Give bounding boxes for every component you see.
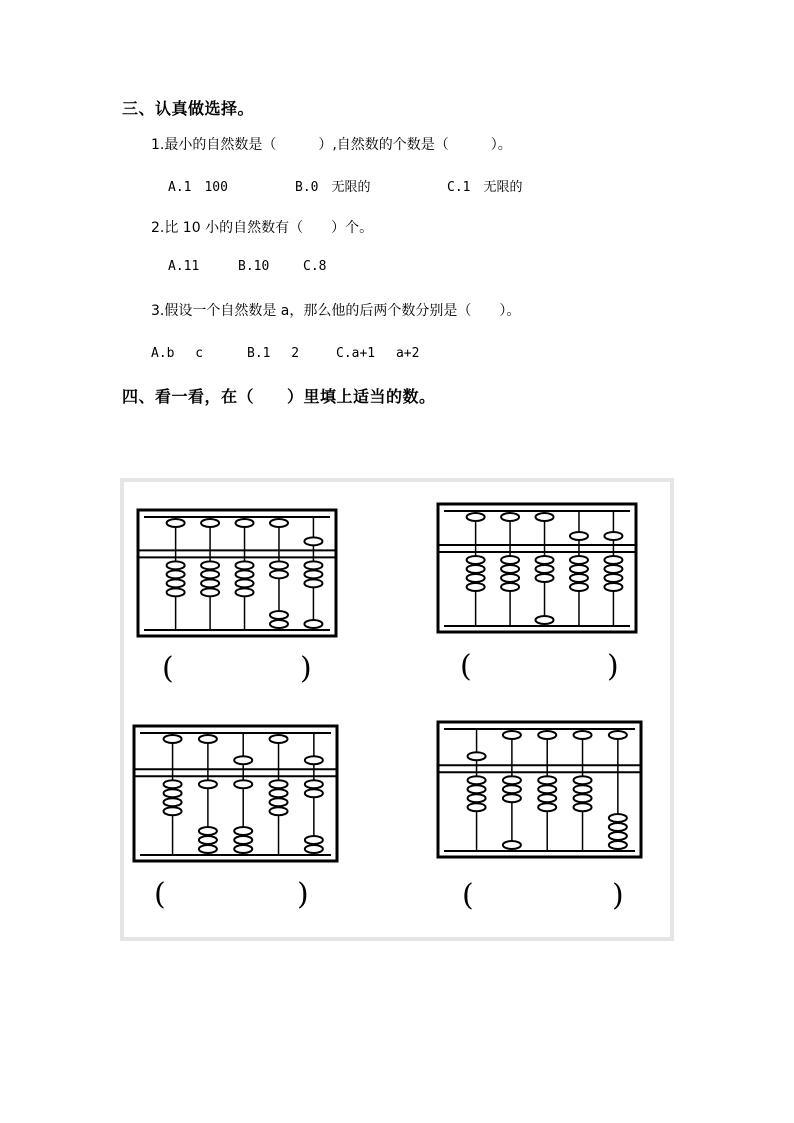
abacus-upper-bead [538, 731, 556, 739]
question-2: 2.比 10 小的自然数有（ ）个。 [151, 220, 374, 236]
section-3-title: 三、认真做选择。 [122, 99, 255, 118]
abacus-lower-bead [234, 780, 252, 788]
abacus-lower-bead [570, 574, 588, 582]
abacus-upper-bead [270, 519, 288, 527]
abacus-figure [120, 478, 674, 941]
abacus-1 [132, 506, 342, 642]
abacus-lower-bead [270, 789, 288, 797]
q1-option-c: C.1 无限的 [447, 180, 523, 195]
question-1: 1.最小的自然数是（ ）,自然数的个数是（ ）。 [151, 137, 512, 153]
abacus-lower-bead [304, 620, 322, 628]
abacus-lower-bead [304, 561, 322, 569]
abacus-upper-bead [167, 519, 185, 527]
abacus-lower-bead [236, 561, 254, 569]
abacus-lower-bead [468, 794, 486, 802]
abacus-lower-bead [609, 814, 627, 822]
abacus-lower-bead [468, 803, 486, 811]
abacus-lower-bead [236, 588, 254, 596]
question-3: 3.假设一个自然数是 a，那么他的后两个数分别是（ ）。 [151, 303, 521, 319]
abacus-lower-bead [304, 579, 322, 587]
abacus-lower-bead [270, 611, 288, 619]
abacus-lower-bead [201, 579, 219, 587]
abacus-lower-bead [503, 785, 521, 793]
abacus-lower-bead [501, 556, 519, 564]
answer-4-open-paren: ( [462, 878, 474, 913]
abacus-lower-bead [236, 579, 254, 587]
abacus-lower-bead [167, 570, 185, 578]
abacus-lower-bead [503, 841, 521, 849]
abacus-lower-bead [604, 556, 622, 564]
answer-1-close-paren: ) [300, 651, 312, 686]
abacus-lower-bead [570, 556, 588, 564]
abacus-lower-bead [199, 845, 217, 853]
abacus-lower-bead [570, 583, 588, 591]
abacus-lower-bead [201, 570, 219, 578]
abacus-lower-bead [270, 570, 288, 578]
abacus-lower-bead [270, 798, 288, 806]
abacus-lower-bead [234, 827, 252, 835]
abacus-lower-bead [164, 780, 182, 788]
q1-option-b: B.0 无限的 [295, 180, 371, 195]
abacus-lower-bead [536, 565, 554, 573]
abacus-lower-bead [199, 827, 217, 835]
abacus-figure-panel [124, 482, 670, 937]
abacus-upper-bead [574, 731, 592, 739]
abacus-lower-bead [167, 579, 185, 587]
abacus-lower-bead [468, 785, 486, 793]
abacus-lower-bead [467, 583, 485, 591]
abacus-lower-bead [164, 807, 182, 815]
abacus-lower-bead [236, 570, 254, 578]
abacus-lower-bead [574, 785, 592, 793]
answer-1-open-paren: ( [162, 651, 174, 686]
abacus-lower-bead [574, 803, 592, 811]
abacus-upper-bead [536, 513, 554, 521]
section-4-title: 四、看一看，在（ ）里填上适当的数。 [122, 387, 436, 406]
abacus-lower-bead [604, 574, 622, 582]
abacus-upper-bead [270, 735, 288, 743]
abacus-4 [432, 718, 647, 863]
q1-option-a: A.1 100 [168, 180, 228, 195]
abacus-lower-bead [538, 803, 556, 811]
abacus-upper-bead [199, 735, 217, 743]
abacus-lower-bead [234, 836, 252, 844]
abacus-upper-bead [467, 513, 485, 521]
abacus-lower-bead [164, 789, 182, 797]
abacus-lower-bead [234, 845, 252, 853]
abacus-upper-bead [164, 735, 182, 743]
q3-option-c: C.a+1 a+2 [336, 346, 420, 361]
q2-option-a: A.11 [168, 259, 200, 274]
abacus-lower-bead [167, 588, 185, 596]
abacus-upper-bead [201, 519, 219, 527]
abacus-lower-bead [536, 574, 554, 582]
q3-option-b: B.1 2 [247, 346, 300, 361]
q3-option-a: A.b c [151, 346, 204, 361]
abacus-upper-bead [236, 519, 254, 527]
abacus-upper-bead [570, 532, 588, 540]
abacus-lower-bead [536, 556, 554, 564]
abacus-lower-bead [503, 794, 521, 802]
abacus-upper-bead [304, 537, 322, 545]
abacus-lower-bead [604, 583, 622, 591]
abacus-lower-bead [503, 776, 521, 784]
abacus-upper-bead [305, 756, 323, 764]
abacus-2 [432, 500, 642, 638]
abacus-lower-bead [538, 776, 556, 784]
abacus-lower-bead [305, 780, 323, 788]
abacus-lower-bead [467, 565, 485, 573]
abacus-upper-bead [609, 731, 627, 739]
abacus-lower-bead [164, 798, 182, 806]
abacus-upper-bead [503, 731, 521, 739]
abacus-lower-bead [270, 807, 288, 815]
abacus-lower-bead [570, 565, 588, 573]
abacus-lower-bead [270, 620, 288, 628]
abacus-lower-bead [574, 776, 592, 784]
abacus-upper-bead [468, 752, 486, 760]
abacus-lower-bead [604, 565, 622, 573]
abacus-lower-bead [609, 841, 627, 849]
abacus-lower-bead [536, 616, 554, 624]
abacus-lower-bead [501, 565, 519, 573]
q2-option-b: B.10 [238, 259, 270, 274]
abacus-lower-bead [201, 561, 219, 569]
abacus-lower-bead [538, 785, 556, 793]
abacus-lower-bead [467, 556, 485, 564]
abacus-lower-bead [270, 561, 288, 569]
abacus-lower-bead [609, 823, 627, 831]
answer-3-open-paren: ( [154, 877, 166, 912]
answer-4-close-paren: ) [612, 878, 624, 913]
abacus-lower-bead [501, 574, 519, 582]
q2-option-c: C.8 [303, 259, 327, 274]
abacus-lower-bead [538, 794, 556, 802]
abacus-lower-bead [304, 570, 322, 578]
answer-2-open-paren: ( [460, 649, 472, 684]
abacus-lower-bead [201, 588, 219, 596]
abacus-upper-bead [501, 513, 519, 521]
abacus-lower-bead [305, 845, 323, 853]
abacus-upper-bead [234, 756, 252, 764]
abacus-lower-bead [167, 561, 185, 569]
answer-3-close-paren: ) [297, 877, 309, 912]
abacus-lower-bead [199, 780, 217, 788]
abacus-lower-bead [467, 574, 485, 582]
abacus-lower-bead [574, 794, 592, 802]
abacus-3 [128, 722, 343, 867]
abacus-upper-bead [604, 532, 622, 540]
abacus-lower-bead [305, 836, 323, 844]
abacus-lower-bead [305, 789, 323, 797]
abacus-lower-bead [609, 832, 627, 840]
abacus-lower-bead [468, 776, 486, 784]
abacus-lower-bead [270, 780, 288, 788]
answer-2-close-paren: ) [607, 649, 619, 684]
abacus-lower-bead [199, 836, 217, 844]
abacus-lower-bead [501, 583, 519, 591]
